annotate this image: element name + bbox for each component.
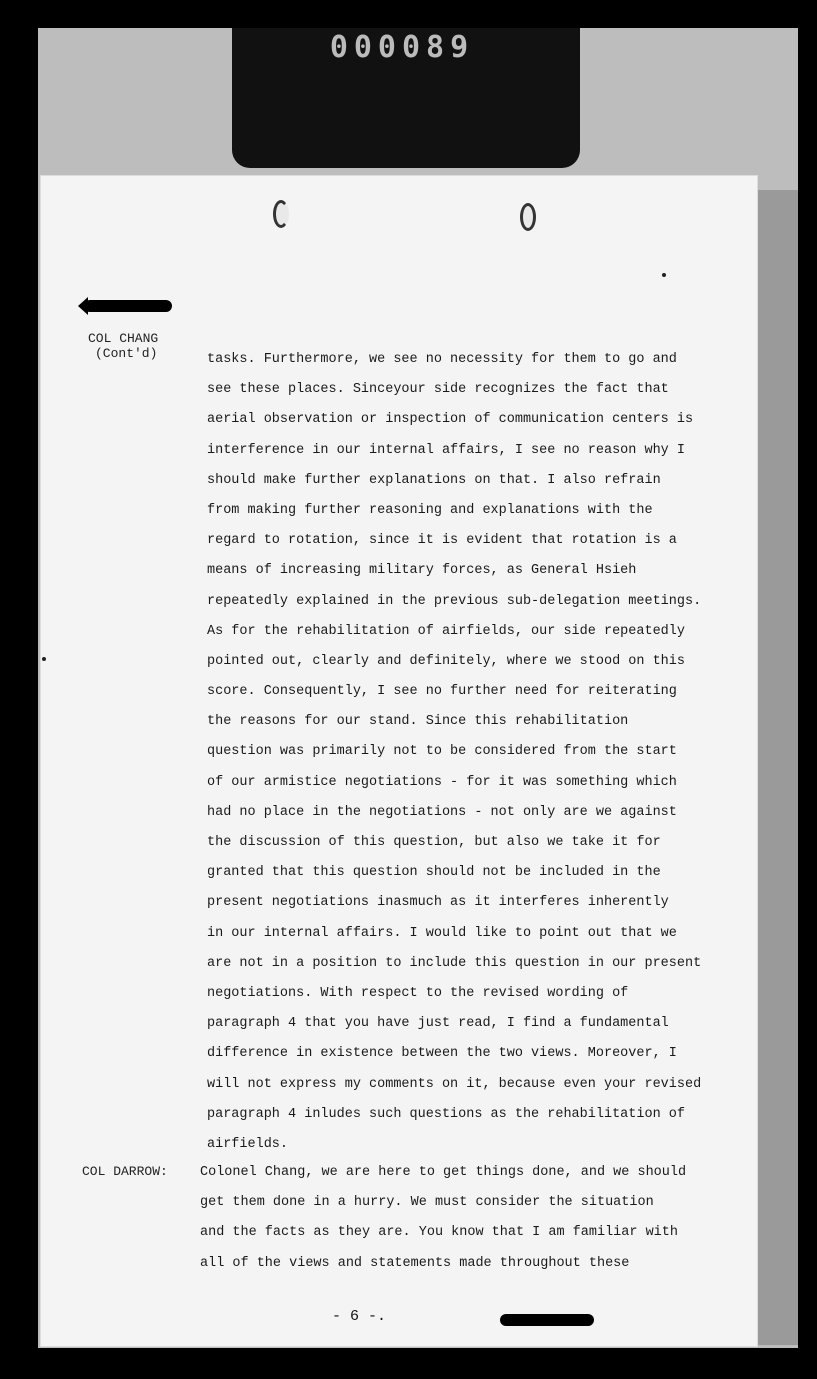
- text-line: interference in our internal affairs, I see no reason why I: [207, 442, 685, 458]
- text-line: had no place in the negotiations - not only are we against: [207, 804, 677, 820]
- text-line: granted that this question should not be included in the: [207, 865, 661, 881]
- ink-speck: [662, 273, 666, 277]
- text-line: Colonel Chang, we are here to get things done, and we should: [200, 1165, 687, 1180]
- redaction-bar: [500, 1314, 594, 1326]
- text-line: will not express my comments on it, because even your revised: [207, 1076, 702, 1092]
- text-line: paragraph 4 that you have just read, I find a fundamental: [207, 1016, 669, 1032]
- text-line: see these places. Sinceyour side recognizes the fact that: [207, 382, 669, 398]
- text-line: means of increasing military forces, as General Hsieh: [207, 563, 637, 579]
- page-number: - 6 -.: [332, 1308, 387, 1325]
- punch-hole: [520, 203, 536, 231]
- text-line: tasks. Furthermore, we see no necessity for them to go and: [207, 352, 677, 367]
- text-line: regard to rotation, since it is evident that rotation is a: [207, 533, 677, 549]
- text-line: and the facts as they are. You know that I am familiar with: [200, 1225, 678, 1241]
- chang-statement: [207, 345, 737, 1160]
- text-line: are not in a position to include this question in our present: [207, 955, 702, 971]
- speaker-name: COL CHANG: [88, 331, 159, 346]
- text-line: aerial observation or inspection of communication centers is: [207, 412, 694, 428]
- text-line: in our internal affairs. I would like to point out that we: [207, 925, 677, 941]
- text-line: pointed out, clearly and definitely, where we stood on this: [207, 653, 685, 669]
- text-line: question was primarily not to be considered from the start: [207, 744, 677, 760]
- text-line: difference in existence between the two views. Moreover, I: [207, 1046, 677, 1062]
- backing-sheet-edge: [758, 190, 798, 1345]
- speaker-continued: (Cont'd): [95, 346, 158, 361]
- binder-clip: [232, 28, 580, 168]
- text-line: all of the views and statements made throughout these: [200, 1255, 630, 1271]
- text-line: should make further explanations on that. I also refrain: [207, 472, 661, 488]
- text-line: present negotiations inasmuch as it interferes inherently: [207, 895, 669, 911]
- punch-hole: [273, 200, 289, 228]
- text-line: get them done in a hurry. We must consider the situation: [200, 1195, 654, 1211]
- text-line: airfields.: [207, 1136, 289, 1152]
- ink-speck: [42, 657, 46, 661]
- text-line: the discussion of this question, but also we take it for: [207, 835, 661, 850]
- text-line: score. Consequently, I see no further need for reiterating: [207, 684, 677, 700]
- text-line: As for the rehabilitation of airfields, our side repeatedly: [207, 623, 685, 639]
- speaker-name: COL DARROW:: [82, 1164, 168, 1179]
- darrow-statement: [200, 1158, 740, 1279]
- text-line: negotiations. With respect to the revised wording of: [207, 985, 629, 1001]
- text-line: paragraph 4 inludes such questions as the rehabilitation of: [207, 1106, 685, 1122]
- redaction-bar: [84, 300, 172, 312]
- clip-counter: 000089: [329, 30, 475, 65]
- text-line: of our armistice negotiations - for it was something which: [207, 774, 677, 790]
- document-page: [40, 175, 758, 1347]
- text-line: from making further reasoning and explanations with the: [207, 502, 653, 518]
- text-line: repeatedly explained in the previous sub-delegation meetings.: [207, 593, 702, 609]
- text-line: the reasons for our stand. Since this rehabilitation: [207, 714, 629, 730]
